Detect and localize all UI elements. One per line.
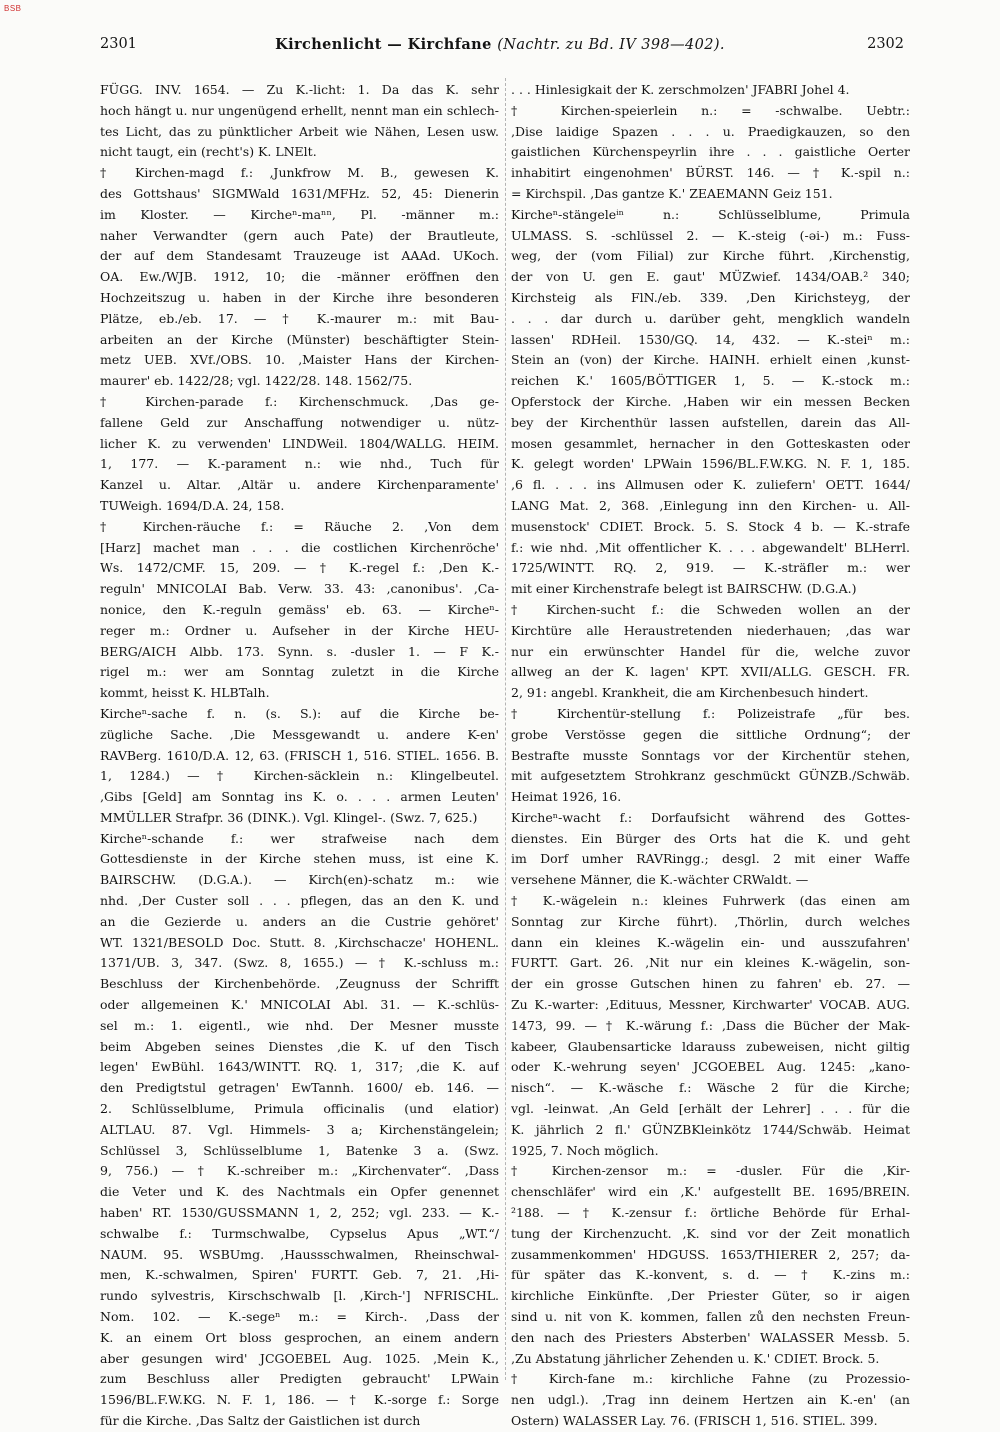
text-line: hoch hängt u. nur ungenügend erhellt, nennt man ein schlech- <box>100 102 499 118</box>
text-line: kabeer, Glaubensarticke ldarauss zubeweisen, nicht giltig <box>511 1038 910 1054</box>
text-line: nur ein erwünschter Handel für die, welche zuvor <box>511 643 910 659</box>
library-stamp: BSB <box>4 4 22 13</box>
text-line: nicht taugt, ein (recht's) K. LNElt. <box>100 144 317 160</box>
text-line: Heimat 1926, 16. <box>511 789 622 805</box>
text-line: gaistlichen Kürchenspeyrlin ihre . . . gaistliche Oerter <box>511 144 910 160</box>
running-title-ref: (Nachtr. zu Bd. IV 398—402). <box>497 37 725 53</box>
text-line: für später das K.-konvent, s. d. — † K.-zins m.: <box>511 1267 910 1283</box>
text-line: Stein an (von) der Kirche. HAINH. erhielt einen ‚kunst- <box>511 352 910 368</box>
text-line: zügliche Sache. ‚Die Messgewandt u. andere K-en' <box>100 726 499 742</box>
text-line: kommt, heisst K. HLBTalh. <box>100 685 270 701</box>
text-line: f.: wie nhd. ‚Mit offentlicher K. . . . abgewandelt' BLHerrl. <box>511 539 910 555</box>
text-line: inhabitirt eingenohmen' BÜRST. 146. — † K.-spil n.: <box>511 165 910 181</box>
text-line: Kanzel u. Altar. ‚Altär u. andere Kirchenparamente' <box>100 477 499 493</box>
text-line: nhd. ‚Der Custer soll . . . pflegen, das an den K. und <box>100 893 499 909</box>
text-line: Kircheⁿ-stängeleⁱⁿ n.: Schlüsselblume, Primula <box>511 206 910 222</box>
text-line: Hochzeitszug u. haben in der Kirche ihre besonderen <box>100 289 499 305</box>
text-line: tes Licht, das zu pünktlicher Arbeit wie Nähen, Lesen usw. <box>100 123 499 139</box>
text-line: grobe Verstösse gegen die sittliche Ordnung“; der <box>511 726 910 742</box>
text-line: 2, 91: angebl. Krankheit, die am Kirchenbesuch hindert. <box>511 685 869 701</box>
text-line: im Kloster. — Kircheⁿ-maⁿⁿ, Pl. -männer m.: <box>100 206 499 222</box>
page-number-left: 2301 <box>100 36 137 52</box>
text-line: Zu K.-warter: ‚Edituus, Messner, Kirchwarter' VOCAB. AUG. <box>511 997 910 1013</box>
text-line: † Kirchen-zensor m.: = -dusler. Für die ‚Kir- <box>511 1163 910 1179</box>
text-line: WT. 1321/BESOLD Doc. Stutt. 8. ‚Kirchschacze' HOHENL. <box>100 934 499 950</box>
text-line: den Predigtstul getragen' EwTannh. 1600/ eb. 146. — <box>100 1080 499 1096</box>
text-line: Kirchsteig als FlN./eb. 339. ‚Den Kirichsteyg, der <box>511 289 910 305</box>
text-line: 1925, 7. Noch möglich. <box>511 1142 659 1158</box>
column-divider <box>505 78 506 1380</box>
text-line: Bestrafte musste Sonntags vor der Kirchentür stehen, <box>511 747 910 763</box>
text-line: 2. Schlüsselblume, Primula officinalis (und elatior) <box>100 1101 499 1117</box>
text-line: lassen' RDHeil. 1530/GQ. 14, 432. — K.-steiⁿ m.: <box>511 331 910 347</box>
running-title <box>0 36 1000 53</box>
text-line: Gottesdienste in der Kirche stehen muss, ist eine K. <box>100 851 499 867</box>
text-line: schwalbe f.: Turmschwalbe, Cypselus Apus „WT.“/ <box>100 1225 499 1241</box>
text-line: oder K.-wehrung seyen' JCGOEBEL Aug. 1245: „kano- <box>511 1059 910 1075</box>
running-title-main: Kirchenlicht — Kirchfane <box>275 36 492 53</box>
text-line: ‚6 fl. . . . ins Allmusen oder K. zuliefern' OETT. 1644/ <box>511 477 910 493</box>
text-line: † Kirchentür-stellung f.: Polizeistrafe „für bes. <box>511 705 910 721</box>
text-line: dann ein kleines K.-wägelin ein- und ausszufahren' <box>511 934 910 950</box>
text-line: der ein grosse Gutschen hinen zu fahren' eb. 27. — <box>511 976 910 992</box>
text-line: OA. Ew./WJB. 1912, 10; die -männer eröffnen den <box>100 269 499 285</box>
text-line: 1, 1284.) — † Kirchen-säcklein n.: Klingelbeutel. <box>100 768 499 784</box>
text-line: ALTLAU. 87. Vgl. Himmels- 3 a; Kirchenstängelein; <box>100 1121 499 1137</box>
text-line: K. gelegt worden' LPWain 1596/BL.F.W.KG. N. F. 1, 185. <box>511 456 910 472</box>
text-line: bey der Kirchenthür lassen aufstellen, darein das All- <box>511 414 910 430</box>
text-line: 1596/BL.F.W.KG. N. F. 1, 186. — † K.-sorge f.: Sorge <box>100 1392 499 1408</box>
text-line: ²188. — † K.-zensur f.: örtliche Behörde für Erhal- <box>511 1205 910 1221</box>
text-line: die Veter und K. des Nachtmals ein Opfer genennet <box>100 1184 499 1200</box>
text-line: ‚Zu Abstatung jährlicher Zehenden u. K.' CDIET. Brock. 5. <box>511 1350 880 1366</box>
text-line: Opferstock der Kirche. ‚Haben wir ein messen Becken <box>511 393 910 409</box>
text-line: rundo sylvestris, Kirschschwalb [l. ‚Kirch-'] NFRISCHL. <box>100 1288 499 1304</box>
text-line: † Kirchen-räuche f.: = Räuche 2. ‚Von dem <box>100 518 499 534</box>
text-line: 1725/WINTT. RQ. 2, 919. — K.-sträfler m.: wer <box>511 560 910 576</box>
text-line: weg, der (vom Filial) zur Kirche führt. ‚Kirchenstig, <box>511 248 910 264</box>
text-line: MMÜLLER Strafpr. 36 (DINK.). Vgl. Klingel-. (Swz. 7, 625.) <box>100 809 478 825</box>
text-line: nonice, den K.-reguln gemäss' eb. 63. — Kircheⁿ- <box>100 601 499 617</box>
text-line: Plätze, eb./eb. 17. — † K.-maurer m.: mit Bau- <box>100 310 499 326</box>
text-line: den nach des Priesters Absterben' WALASSER Messb. 5. <box>511 1329 910 1345</box>
text-line: der auf dem Standesamt Trauzeuge ist AAAd. UKoch. <box>100 248 499 264</box>
text-line: des Gottshaus' SIGMWald 1631/MFHz. 52, 45: Dienerin <box>100 185 499 201</box>
text-line: reichen K.' 1605/BÖTTIGER 1, 5. — K.-stock m.: <box>511 373 910 389</box>
text-line: Nom. 102. — K.-segeⁿ m.: = Kirch-. ‚Dass der <box>100 1309 499 1325</box>
text-line: † K.-wägelein n.: kleines Fuhrwerk (das einen am <box>511 893 910 909</box>
text-line: chenschläfer' wird ein ‚K.' aufgestellt BE. 1695/BREIN. <box>511 1184 910 1200</box>
text-line: dienstes. Ein Bürger des Orts hat die K. und geht <box>511 830 910 846</box>
text-line: Ws. 1472/CMF. 15, 209. — † K.-regel f.: ‚Den K.- <box>100 560 499 576</box>
text-line: Ostern) WALASSER Lay. 76. (FRISCH 1, 516. STIEL. 399. <box>511 1413 878 1428</box>
text-line: = Kirchspil. ‚Das gantze K.' ZEAEMANN Geiz 151. <box>511 185 833 201</box>
text-line: 1473, 99. — † K.-wärung f.: ‚Dass die Bücher der Mak- <box>511 1017 910 1033</box>
text-line: . . . Hinlesigkait der K. zerschmolzen' JFABRI Johel 4. <box>511 82 850 97</box>
text-line: Kircheⁿ-wacht f.: Dorfaufsicht während des Gottes- <box>511 809 910 825</box>
text-line: metz UEB. XVf./OBS. 10. ‚Maister Hans der Kirchen- <box>100 352 499 368</box>
text-line: Kircheⁿ-schande f.: wer strafweise nach dem <box>100 830 499 846</box>
text-line: zusammenkommen' HDGUSS. 1653/THIERER 2, 257; da- <box>511 1246 910 1262</box>
text-line: TUWeigh. 1694/D.A. 24, 158. <box>100 497 285 513</box>
text-line: mosen gesammlet, hernacher in den Gotteskasten oder <box>511 435 910 451</box>
text-line: kirchliche Einkünfte. ‚Der Priester Güter, so ir aigen <box>511 1288 910 1304</box>
text-line: nisch“. — K.-wäsche f.: Wäsche 2 für die Kirche; <box>511 1080 910 1096</box>
page-header <box>0 30 1000 60</box>
text-line: reger m.: Ordner u. Aufseher in der Kirche HEU- <box>100 622 499 638</box>
text-line: sind u. nit von K. kommen, fallen zů den nechsten Freun- <box>511 1309 910 1325</box>
text-line: versehene Männer, die K.-wächter CRWaldt. — <box>511 872 809 888</box>
text-line: RAVBerg. 1610/D.A. 12, 63. (FRISCH 1, 516. STIEL. 1656. B. <box>100 747 499 763</box>
text-line: reguln' MNICOLAI Bab. Verw. 33. 43: ‚canonibus'. ‚Ca- <box>100 581 499 597</box>
text-line: † Kirchen-speierlein n.: = -schwalbe. Uebtr.: <box>511 102 910 118</box>
text-line: LANG Mat. 2, 368. ‚Einlegung inn den Kirchen- u. All- <box>511 497 910 513</box>
text-line: FURTT. Gart. 26. ‚Nit nur ein kleines K.-wägelin, son- <box>511 955 910 971</box>
text-line: rigel m.: wer am Sonntag zuletzt in die Kirche <box>100 664 499 680</box>
text-line: 1371/UB. 3, 347. (Swz. 8, 1655.) — † K.-schluss m.: <box>100 955 499 971</box>
text-line: Beschluss der Kirchenbehörde. ‚Zeugnuss der Schrifft <box>100 976 499 992</box>
text-line: † Kirchen-parade f.: Kirchenschmuck. ‚Das ge- <box>100 393 499 409</box>
text-line: † Kirchen-sucht f.: die Schweden wollen an der <box>511 601 910 617</box>
text-line: † Kirchen-magd f.: ‚Junkfrow M. B., gewesen K. <box>100 165 499 181</box>
text-line: NAUM. 95. WSBUmg. ‚Haussschwalmen, Rheinschwal- <box>100 1246 499 1262</box>
text-line: zum Beschluss aller Predigten gebraucht' LPWain <box>100 1371 499 1387</box>
text-line: BERG/AICH Albb. 173. Synn. s. -dusler 1. — F K.- <box>100 643 499 659</box>
text-line: . . . dar durch u. darüber geht, mengklich wandeln <box>511 310 910 326</box>
text-line: ‚Dise laidige Spazen . . . u. Praedigkauzen, so den <box>511 123 910 139</box>
text-line: [Harz] machet man . . . die costlichen Kirchenröche' <box>100 539 499 555</box>
text-line: † Kirch-fane m.: kirchliche Fahne (zu Prozessio- <box>511 1371 910 1387</box>
text-line: licher K. zu verwenden' LINDWeil. 1804/WALLG. HEIM. <box>100 435 499 451</box>
text-line: für die Kirche. ‚Das Saltz der Gaistlichen ist durch <box>100 1413 421 1428</box>
text-line: aber gesungen wird' JCGOEBEL Aug. 1025. ‚Mein K., <box>100 1350 499 1366</box>
page-number-right: 2302 <box>867 36 904 52</box>
text-line: an die Gezierde u. anders an die Custrie gehöret' <box>100 913 499 929</box>
text-line: nen udgl.). ‚Trag inn deinem Hertzen ain K.-en' (an <box>511 1392 910 1408</box>
text-line: im Dorf umher RAVRingg.; desgl. 2 mit einer Waffe <box>511 851 910 867</box>
text-line: Sonntag zur Kirche führt). ‚Thörlin, durch welches <box>511 913 910 929</box>
text-line: allweg an der K. lagen' KPT. XVII/ALLG. GESCH. FR. <box>511 664 910 680</box>
text-line: der von U. gen E. gaut' MÜZwief. 1434/OAB.² 340; <box>511 269 910 285</box>
text-line: ULMASS. S. -schlüssel 2. — K.-steig (-əi-) m.: Fuss- <box>511 227 910 243</box>
text-line: beim Abgeben seines Dienstes ‚die K. uf den Tisch <box>100 1038 499 1054</box>
text-line: Kirchtüre alle Heraustretenden niederhauen; ‚das war <box>511 622 910 638</box>
text-line: sel m.: 1. eigentl., wie nhd. Der Mesner musste <box>100 1017 499 1033</box>
text-line: Schlüssel 3, Schlüsselblume 1, Batenke 3 a. (Swz. <box>100 1142 499 1158</box>
left-column <box>100 80 499 1432</box>
text-line: Kircheⁿ-sache f. n. (s. S.): auf die Kirche be- <box>100 705 499 721</box>
text-line: ‚Gibs [Geld] am Sonntag ins K. o. . . . armen Leuten' <box>100 789 499 805</box>
text-line: maurer' eb. 1422/28; vgl. 1422/28. 148. 1562/75. <box>100 373 413 389</box>
text-line: mit einer Kirchenstrafe belegt ist BAIRSCHW. (D.G.A.) <box>511 581 857 597</box>
text-line: K. an einem Ort bloss gesprochen, an einem andern <box>100 1329 499 1345</box>
text-line: fallene Geld zur Anschaffung notwendiger u. nütz- <box>100 414 499 430</box>
text-line: 1, 177. — K.-parament n.: wie nhd., Tuch für <box>100 456 499 472</box>
text-line: men, K.-schwalmen, Spiren' FURTT. Geb. 7, 21. ‚Hi- <box>100 1267 499 1283</box>
text-line: 9, 756.) — † K.-schreiber m.: „Kirchenvater“. ‚Dass <box>100 1163 499 1179</box>
text-line: mit aufgesetztem Strohkranz geschmückt GÜNZB./Schwäb. <box>511 768 910 784</box>
text-line: legen' EwBühl. 1643/WINTT. RQ. 1, 317; ‚die K. auf <box>100 1059 499 1075</box>
text-line: musenstock' CDIET. Brock. 5. S. Stock 4 b. — K.-strafe <box>511 518 910 534</box>
text-line: haben' RT. 1530/GUSSMANN 1, 2, 252; vgl. 233. — K.- <box>100 1205 499 1221</box>
text-line: tung der Kirchenzucht. ‚K. sind vor der Zeit monatlich <box>511 1225 910 1241</box>
text-line: BAIRSCHW. (D.G.A.). — Kirch(en)-schatz m.: wie <box>100 872 499 888</box>
text-line: arbeiten an der Kirche (Münster) beschäftigter Stein- <box>100 331 499 347</box>
text-line: K. jährlich 2 fl.' GÜNZBKleinkötz 1744/Schwäb. Heimat <box>511 1121 910 1137</box>
text-line: FÜGG. INV. 1654. — Zu K.-licht: 1. Da das K. sehr <box>100 82 499 97</box>
right-column <box>511 80 910 1432</box>
text-line: vgl. -leinwat. ‚An Geld [erhält der Lehrer] . . . für die <box>511 1101 910 1117</box>
text-line: oder allgemeinen K.' MNICOLAI Abl. 31. — K.-schlüs- <box>100 997 499 1013</box>
text-line: naher Verwandter (gern auch Pate) der Brautleute, <box>100 227 499 243</box>
